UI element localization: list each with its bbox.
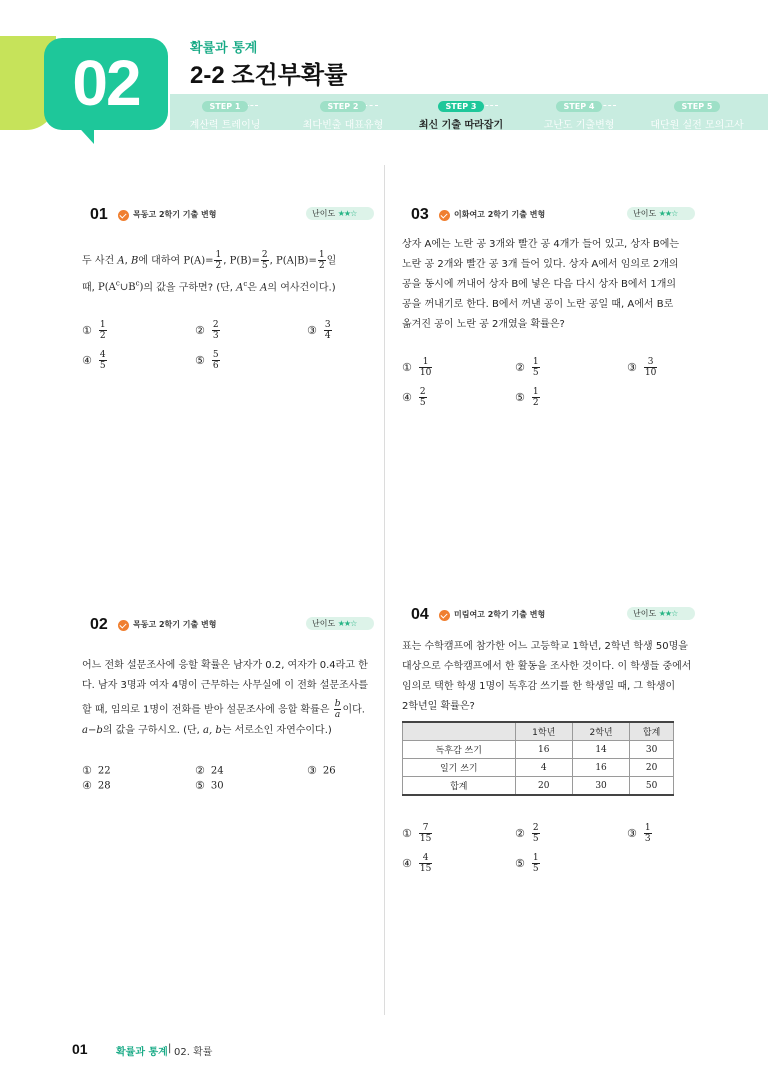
step-5-label: 대단원 실전 모의고사 [650,120,744,131]
choice-2[interactable]: ② $\frac{1}{5}$ [515,357,539,378]
step-navigation [170,94,768,130]
step-2-label: 최다빈출 대표유형 [302,120,384,131]
step-4[interactable] [520,94,638,131]
choice-5[interactable]: ⑤ 30 [195,779,224,792]
step-2[interactable] [284,94,402,131]
check-icon [118,210,129,221]
question-3-header [411,206,681,225]
choice-1[interactable]: ① $\frac{1}{2}$ [82,320,106,341]
choice-5[interactable]: ⑤ $\frac{5}{6}$ [195,350,219,371]
question-3-number: 03 [411,206,429,223]
question-2-text: 어느 전화 설문조사에 응할 확률은 남자가 0.2, 여자가 0.4라고 한 다. 남자 3명과 여자 4명이 근무하는 사무실에 이 전화 설문조사를 할 때, 임의로 1명이 전화를 받아 설문조사에 응할 확률은 $\frac{b}{a}$ 이다. a−b의 값을 구하시오. (단, a, b는 서로소인 자연수이다.) [82,660,369,736]
question-4-text: 표는 수학캠프에 참가한 어느 고등학교 1학년, 2학년 학생 50명을 대상으로 수학캠프에서 한 활동을 조사한 것이다. 이 학생들 중에서 임의로 택한 학생 1명이 독후감 쓰기를 한 학생일 때, 그 학생이 2학년일 확률은? [402,641,692,712]
step-3-label: 최신 기출 따라잡기 [418,120,504,131]
step-1-label: 계산력 트레이닝 [189,120,261,131]
difficulty-label: 난이도 [633,209,657,218]
footer-chapter: 02. 확률 [174,1047,213,1058]
choice-2[interactable]: ② 24 [195,764,224,777]
difficulty-label: 난이도 [633,609,657,618]
table-cell: 4 [515,759,572,777]
choice-5[interactable]: ⑤ $\frac{1}{2}$ [515,387,539,408]
table-row-label: 독후감 쓰기 [403,741,516,759]
star-icon: ★★☆ [337,209,357,218]
question-3-source: 이화여고 2학기 기출 변형 [454,210,546,219]
question-4-number: 04 [411,606,429,623]
table-row [403,777,674,796]
question-1-number: 01 [90,206,108,223]
difficulty-label: 난이도 [312,619,336,628]
question-1-source: 목동고 2학기 기출 변형 [133,210,217,219]
chapter-number: 02 [72,47,140,119]
activity-table [402,721,674,796]
table-cell: 20 [515,777,572,796]
table-row-label: 일기 쓰기 [403,759,516,777]
page-number: 01 [72,1041,88,1057]
choice-1[interactable]: ① $\frac{1}{10}$ [402,357,432,378]
table-row-label: 합계 [403,777,516,796]
question-1-text: 두 사건 A, B에 대하여 P(A)= $\frac{1}{2}$ , P(B)= $\frac{2}{5}$ , P(A|B)= $\frac{1}{2}$ 일 때, $P(A^c\cup B^c)$의 값을 구하면? (단, $A^c$은 A의 여사건이다.) [82,250,337,293]
footer-subject: 확률과 통계 [116,1047,168,1058]
choice-2[interactable]: ② $\frac{2}{3}$ [195,320,219,341]
choice-2[interactable]: ② $\frac{2}{5}$ [515,823,539,844]
table-header-cell: 2학년 [572,722,629,741]
table-cell: 50 [630,777,674,796]
question-3-text: 상자 A에는 노란 공 3개와 빨간 공 4개가 들어 있고, 상자 B에는 노란 공 2개와 빨간 공 3개 들어 있다. 상자 A에서 임의로 2개의 공을 동시에 꺼내어 상자 B에 넣은 다음 다시 상자 B에서 1개의 공을 꺼내기로 한다. B에서 꺼낸 공이 노란 공일 때, A에서 B로 옮겨진 공이 노란 공 2개였을 확률은? [402,239,680,330]
step-3-tag: STEP 3 [438,101,485,112]
check-icon [118,620,129,631]
question-2-header [90,616,360,635]
step-3[interactable] [402,94,520,131]
chapter-subject: 확률과 통계 [190,41,258,56]
difficulty-badge [306,207,374,220]
question-1-header [90,206,360,225]
step-4-label: 고난도 기출변형 [543,120,615,131]
choice-1[interactable]: ① 22 [82,764,111,777]
choice-5[interactable]: ⑤ $\frac{1}{5}$ [515,853,539,874]
table-cell: 20 [630,759,674,777]
difficulty-badge [627,207,695,220]
difficulty-badge [306,617,374,630]
table-cell: 16 [515,741,572,759]
table-cell: 30 [572,777,629,796]
step-2-tag: STEP 2 [320,101,367,112]
choice-3[interactable]: ③ $\frac{3}{10}$ [627,357,657,378]
table-row [403,741,674,759]
star-icon: ★★☆ [337,619,357,628]
choice-4[interactable]: ④ $\frac{4}{15}$ [402,853,432,874]
question-2-number: 02 [90,616,108,633]
table-row [403,759,674,777]
table-header-cell [403,722,516,741]
table-header-row [403,722,674,741]
table-cell: 30 [630,741,674,759]
question-4-header [411,606,681,625]
check-icon [439,210,450,221]
choice-3[interactable]: ③ $\frac{3}{4}$ [307,320,331,341]
difficulty-label: 난이도 [312,209,336,218]
table-cell: 14 [572,741,629,759]
choice-1[interactable]: ① $\frac{7}{15}$ [402,823,432,844]
step-1-tag: STEP 1 [202,101,249,112]
question-4-source: 미림여고 2학기 기출 변형 [454,610,546,619]
chapter-badge-tail [72,120,94,144]
step-1[interactable] [166,94,284,131]
question-2-source: 목동고 2학기 기출 변형 [133,620,217,629]
choice-4[interactable]: ④ 28 [82,779,111,792]
choice-3[interactable]: ③ $\frac{1}{3}$ [627,823,651,844]
table-cell: 16 [572,759,629,777]
table-header-cell: 합계 [630,722,674,741]
footer-separator: | [168,1043,172,1054]
table-header-cell: 1학년 [515,722,572,741]
step-4-tag: STEP 4 [556,101,603,112]
star-icon: ★★☆ [658,609,678,618]
step-5[interactable] [638,94,756,131]
star-icon: ★★☆ [658,209,678,218]
choice-3[interactable]: ③ 26 [307,764,336,777]
step-5-tag: STEP 5 [674,101,721,112]
choice-4[interactable]: ④ $\frac{4}{5}$ [82,350,106,371]
column-divider [384,165,385,1015]
difficulty-badge [627,607,695,620]
choice-4[interactable]: ④ $\frac{2}{5}$ [402,387,426,408]
check-icon [439,610,450,621]
chapter-title: 2-2 조건부확률 [190,62,348,89]
